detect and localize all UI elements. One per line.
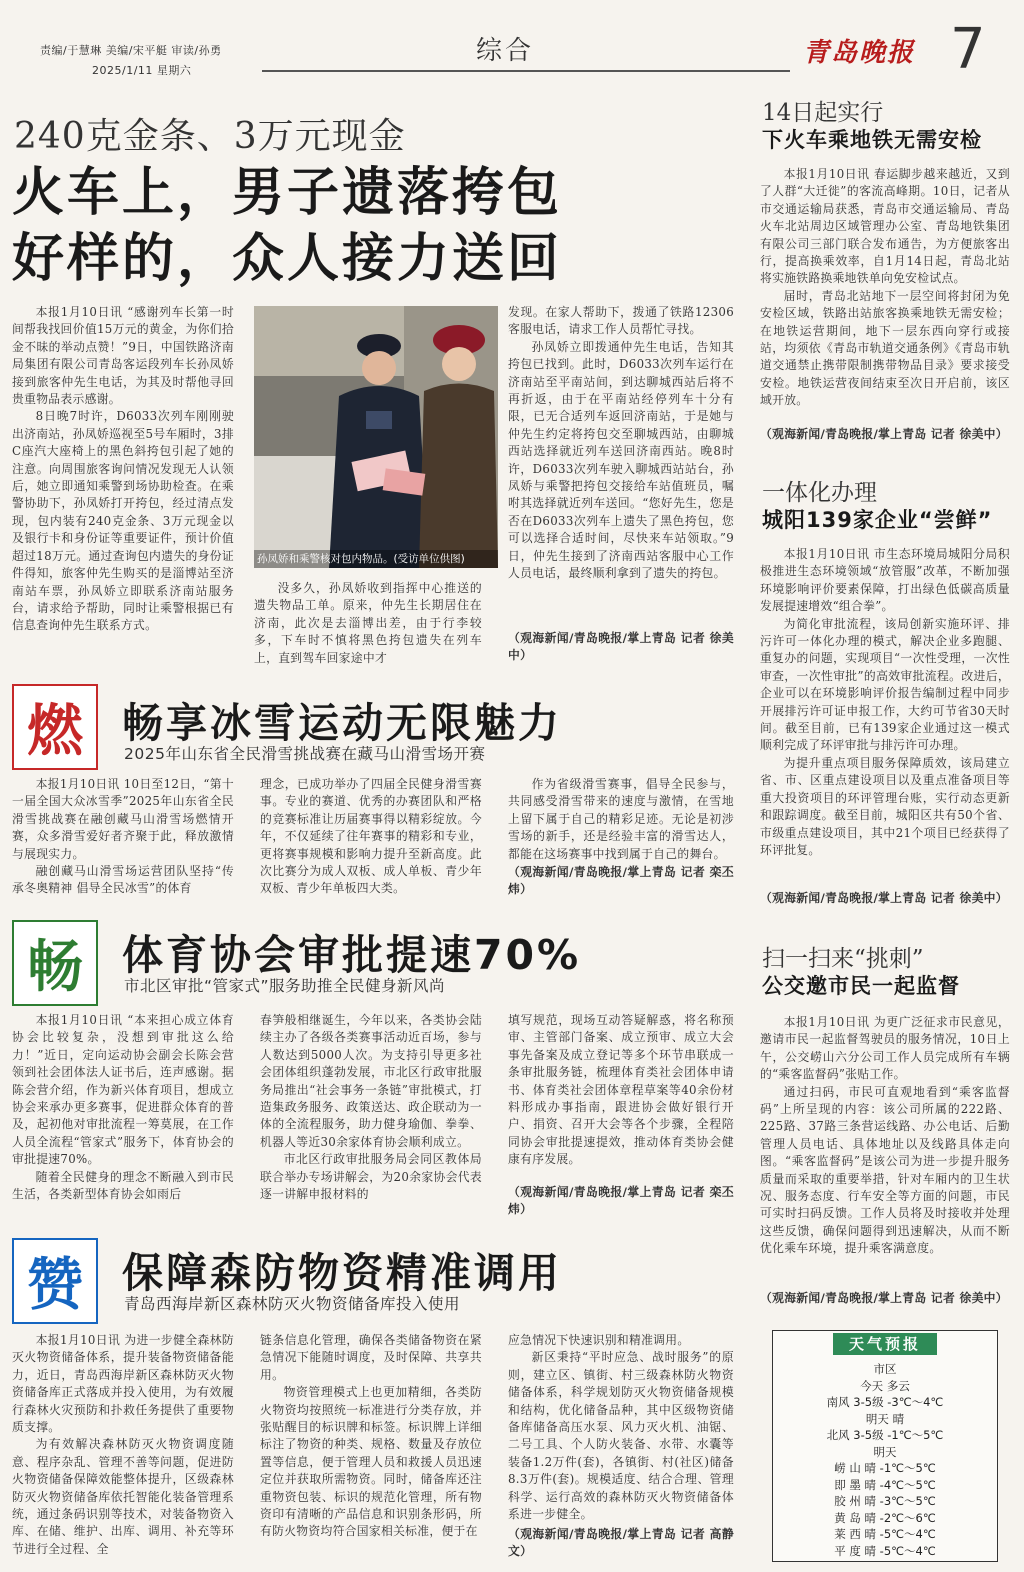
lead-paragraph: 孙凤娇立即拨通仲先生电话，告知其挎包已找到。此时，D6033次列车运行在济南站至平南站间，到达聊城西站后将不再折返，由于在平南站经停列车十分有限，已无合适列车返回济南站，于是她与仲先生约定将挎包交至聊城西站，由聊城西站选择就近列车送回济南西站。晚8时许，D6033次列车驶入聊城西站站台，孙凤娇与乘警把挎包交接给车站值班员，嘱咐其选择就近列车送回。“您好先生，您是否在D6033次列车上遗失了黑色挎包，您可以选择合适时间，尽快来车站领取。”9日，仲先生接到了济南西站客服中心工作人员电话，最终顺利拿到了遗失的挎包。 (508, 339, 734, 581)
newspaper-logo: 青岛晚报 (803, 38, 916, 68)
lead-paragraph: 发现。在家人帮助下，拨通了铁路12306客服电话，请求工作人员帮忙寻找。 (508, 305, 734, 337)
zan-column-2 (260, 1332, 482, 1564)
side1-paragraph: 届时，青岛北站地下一层空间将封闭为免安检区域，铁路出站旅客换乘地铁无需安检；在地铁运营期间，地下一层东西向穿行或接站，均须依《青岛市轨道交通条例》《青岛市轨道交通禁止携带限制携带物品目录》要求接受安检。地铁运营夜间结束至次日开启前，该区域开放。 (760, 288, 1010, 408)
lead-kicker: 240克金条、3万元现金 (14, 116, 406, 157)
weather-row: 崂 山 晴 -1℃～5℃ (834, 1461, 936, 1475)
side3-body (760, 1014, 1010, 1290)
chang-headline: 体育协会审批提速70% (122, 931, 582, 979)
lead-headline-1: 火车上，男子遗落挎包 (12, 163, 563, 223)
chang-paragraph: 本报1月10日讯 “本来担心成立体育协会比较复杂，没想到审批这么给力！”近日，定向运动协会副会长陈会营领到社会团体法人证书后，连声感谢。据陈会营介绍，作为新兴体育项目，想成立协会来承办更多赛事，促进群众体育的普及，起初他对审批流程一筹莫展，在工作人员全流程“管家式”服务下，体育协会的审批提速70%。 (12, 1013, 234, 1167)
zan-paragraph: 应急情况下快速识别和精准调用。 (508, 1333, 690, 1347)
side2-paragraph: 为简化审批流程，该局创新实施环评、排污许可一体化办理的模式，解决企业多跑腿、重复办的问题，实现项目“一次性受理，一次性审查，一次性审批”的高效审批流程。改进后，企业可以在环境影响评价报告编制过程中同步开展排污许可证申报工作，大约可节省30天时间。截至目前，已有139家企业通过这一模式顺利完成了环评审批与排污许可办理。 (760, 616, 1010, 753)
weather-row: 胶 州 晴 -3℃～5℃ (834, 1494, 936, 1508)
zan-column-3 (508, 1332, 734, 1524)
side1-paragraph: 本报1月10日讯 春运脚步越来越近，又到了人群“大迁徙”的客流高峰期。10日，记者从市交通运输局获悉，青岛市交通运输局、青岛火车北站周边区域管理办公室、青岛地铁集团有限公司三部门联合发布通告，为方便旅客出行，提高换乘效率，自1月14日起，青岛北站将实施铁路换乘地铁单向免安检试点。 (760, 167, 1010, 286)
zan-paragraph: 新区秉持“平时应急、战时服务”的原则，建立区、镇街、村三级森林防火物资储备体系，科学规划防灭火物资储备规模和结构，优化储备品种，其中区级物资储备库储备高压水泵、风力灭火机、油锯、二号工具、个人防火装备、水带、水囊等装备1.2万件(套)，各镇街、村(社区)储备8.3万件(套)。规模适度、结合合理、管理科学、运行高效的森林防灭火物资储备体系进一步健全。 (508, 1350, 734, 1522)
ran-column-3 (508, 776, 734, 862)
ran-headline: 畅享冰雪运动无限魅力 (122, 699, 562, 747)
stamp-ran: 燃 (12, 684, 98, 770)
lead-photo (254, 306, 498, 568)
weather-row: 平 度 晴 -5℃～4℃ (834, 1543, 936, 1558)
zan-paragraph: 为有效解决森林防灭火物资调度随意、程序杂乱、管理不善等问题，促进防火物资储备保障效能整体提升，区级森林防灭火物资储备库依托智能化装备管理系统，通过条码识别等技术，对装备物资入库、在储、维护、出库、调用、补充等环节进行全过程、全 (12, 1437, 234, 1556)
weather-row: 市区 (873, 1362, 897, 1376)
zan-source: （观海新闻/青岛晚报/掌上青岛 记者 高静文） (508, 1527, 734, 1559)
issue-date: 2025/1/11 星期六 (92, 64, 192, 77)
ran-subhead: 2025年山东省全民滑雪挑战赛在藏马山滑雪场开赛 (124, 745, 486, 763)
ran-column-2 (260, 776, 482, 900)
weather-row: 明天 (873, 1444, 897, 1459)
weather-title: 天气预报 (833, 1333, 937, 1355)
lead-paragraph: 本报1月10日讯 “感谢列车长第一时间帮我找回价值15万元的黄金，为你们拾金不昧的举动点赞！”9日，中国铁路济南局集团有限公司青岛客运段列车长孙凤娇接到旅客仲先生电话，为其及时帮他寻回贵重物品表示感谢。 (12, 305, 234, 407)
side3-paragraph: 本报1月10日讯 为更广泛征求市民意见，邀请市民一起监督驾驶员的服务情况，10日上午，公交崂山六分公司工作人员完成所有车辆的“乘客监督码”张贴工作。 (760, 1015, 1010, 1082)
weather-row: 黄 岛 晴 -2℃～6℃ (834, 1510, 936, 1525)
side2-source: （观海新闻/青岛晚报/掌上青岛 记者 徐美中） (760, 891, 1008, 905)
lead-headline-2: 好样的，众人接力送回 (12, 229, 563, 289)
section-name: 综合 (476, 36, 535, 66)
weather-row: 即 墨 晴 -4℃～5℃ (834, 1477, 936, 1492)
masthead-rule (262, 70, 790, 72)
chang-paragraph: 市北区行政审批服务局会同区教体局联合举办专场讲解会，为20余家协会代表逐一讲解申报材料的 (260, 1152, 482, 1202)
side3-kicker: 扫一扫来“挑刺” (762, 946, 924, 972)
ran-paragraph: 作为省级滑雪赛事，倡导全民参与，共同感受滑雪带来的速度与激情，在雪地上留下属于自己的精彩足迹。无论是初涉雪场的新手，还是经验丰富的滑雪达人，都能在这场赛事中找到属于自己的舞台。 (508, 777, 734, 861)
ran-paragraph: 理念，已成功举办了四届全民健身滑雪赛事。专业的赛道、优秀的办赛团队和严格的竞赛标准让历届赛事得以精彩绽放。今年，不仅延续了往年赛事的精彩和专业，更将赛事规模和影响力提升至新高度。此次比赛分为成人双板、成人单板、青少年双板、青少年单板四大类。 (260, 777, 482, 896)
ran-paragraph: 融创藏马山滑雪场运营团队坚持“传承冬奥精神 倡导全民冰雪”的体育 (12, 864, 234, 896)
side1-body (760, 166, 1010, 424)
chang-column-1 (12, 1012, 234, 1220)
weather-list (773, 1361, 997, 1559)
ran-source: （观海新闻/青岛晚报/掌上青岛 记者 栾丕炜） (508, 865, 734, 897)
ran-column-1 (12, 776, 234, 900)
lead-column-2 (254, 580, 482, 668)
stamp-zan: 赞 (12, 1238, 98, 1324)
chang-paragraph: 填写规范，现场互动答疑解惑，将名称预审、主管部门备案、成立预审、成立大会事先备案及成立登记等多个环节串联成一条审批服务链，梳理体育类社会团体申请书、体育类社会团体章程草案等40余份材料形成办事指南，跟进协会做好银行开户、捐资、召开大会等各个步骤，全程陪同协会审批提速提效，推动体育类协会健康有序发展。 (508, 1013, 734, 1167)
side2-headline: 城阳139家企业“尝鲜” (762, 508, 993, 532)
lead-source: （观海新闻/青岛晚报/掌上青岛 记者 徐美中） (508, 631, 734, 663)
weather-box (772, 1330, 998, 1562)
weather-row: 莱 西 晴 -5℃～4℃ (834, 1527, 936, 1541)
zan-paragraph: 物资管理模式上也更加精细，各类防火物资均按照统一标准进行分类存放，并张贴醒目的标识牌和标签。标识牌上详细标注了物资的种类、规格、数量及存放位置等信息，便于管理人员和救援人员迅速定位并获取所需物资。同时，储备库还注重物资包装、标识的规范化管理，所有物资印有清晰的产品信息和识别条形码，所有防火物资均符合国家相关标准，便于在 (260, 1385, 482, 1539)
lead-paragraph: 8日晚7时许，D6033次列车刚刚驶出济南站，孙凤娇巡视至5号车厢时，3排C座汽大座椅上的黑色斜挎包引起了她的注意。向周围旅客询问情况发现无人认领后，她立即通知乘警到场协助检查。在乘警协助下，孙凤娇打开挎包，经过清点发现，包内装有240克金条、3万元现金以及银行卡和身份证等重要证件，预计价值超过18万元。通过查询包内遗失的身份证件得知，旅客仲先生购买的是淄博站至济南站车票，孙凤娇立即联系济南站服务台，请求给予帮助，同时让乘警根据已有信息查询仲先生联系方式。 (12, 409, 234, 633)
chang-column-2 (260, 1012, 482, 1220)
lead-paragraph: 没多久，孙凤娇收到指挥中心推送的遗失物品工单。原来，仲先生长期居住在济南，此次是去淄博出差，由于行李较多，下车时不慎将黑色挎包遗失在列车上，直到驾车回家途中才 (254, 581, 482, 665)
zan-column-1 (12, 1332, 234, 1564)
side3-headline: 公交邀市民一起监督 (762, 974, 960, 998)
stamp-chang: 畅 (12, 920, 98, 1006)
side3-source: （观海新闻/青岛晚报/掌上青岛 记者 徐美中） (760, 1291, 1008, 1305)
weather-row: 北风 3-5级 -1℃～5℃ (826, 1428, 944, 1442)
ran-paragraph: 本报1月10日讯 10日至12日，“第十一届全国大众冰雪季”2025年山东省全民滑雪挑战赛在融创藏马山滑雪场燃情开赛，众多滑雪爱好者齐聚于此，释放激情与展现实力。 (12, 777, 234, 861)
zan-paragraph: 本报1月10日讯 为进一步健全森林防灭火物资储备体系，提升装备物资储备能力，近日，青岛西海岸新区森林防灭火物资储备库正式落成并投入使用，为有效履行森林火灾预防和扑救任务提供了重要物质支撑。 (12, 1333, 234, 1435)
side1-headline: 下火车乘地铁无需安检 (762, 128, 982, 152)
chang-source: （观海新闻/青岛晚报/掌上青岛 记者 栾丕炜） (508, 1185, 734, 1217)
lead-column-3 (508, 304, 734, 648)
side2-paragraph: 为提升重点项目服务保障质效，该局建立省、市、区重点建设项目以及重点准备项目等重大投资项目的环评管理台账，实行动态更新和跟踪调度。截至目前，城阳区共有50个省、市级重点建设项目，其中21个项目已经获得了环评批复。 (760, 755, 1010, 857)
chang-paragraph: 春笋般相继诞生，今年以来，各类协会陆续主办了各级各类赛事活动近百场，参与人数达到5000人次。为支持引导更多社会团体组织蓬勃发展，市北区行政审批服务局推出“社会事务一条链”审批模式，打造集政务服务、政策送达、政企联动为一体的全流程服务，助力健身瑜伽、拳拳、机器人等近30余家体育协会顺利成立。 (260, 1013, 482, 1149)
lead-column-1 (12, 304, 234, 666)
weather-row: 明天 晴 (865, 1411, 905, 1426)
chang-column-3 (508, 1012, 734, 1184)
side2-body (760, 546, 1010, 888)
side1-kicker: 14日起实行 (762, 100, 884, 126)
side3-paragraph: 通过扫码，市民可直观地看到“乘客监督码”上所呈现的内容：该公司所属的222路、225路、37路三条营运线路、办公电话、后勤管理人员电话、具体地址以及线路具体走向图。“乘客监督码”是该公司为进一步提升服务质量而采取的重要举措，针对车厢内的卫生状况、服务态度、行车安全等方面的问题，市民可实时扫码反馈。工作人员将及时接收并处理这些反馈，确保问题得到迅速解决，从而不断优化乘车环境，提升乘客满意度。 (760, 1084, 1010, 1256)
chang-subhead: 市北区审批“管家式”服务助推全民健身新风尚 (124, 977, 446, 995)
side1-source: （观海新闻/青岛晚报/掌上青岛 记者 徐美中） (760, 427, 1008, 441)
weather-row: 南风 3-5级 -3℃～4℃ (826, 1395, 944, 1409)
photo-caption: 孙凤娇和乘警核对包内物品。(受访单位供图) (254, 550, 498, 568)
side2-kicker: 一体化办理 (762, 480, 877, 506)
zan-headline: 保障森防物资精准调用 (122, 1249, 562, 1297)
zan-paragraph: 链条信息化管理，确保各类储备物资在紧急情况下能随时调度，及时保障、共享共用。 (260, 1333, 482, 1382)
side2-paragraph: 本报1月10日讯 市生态环境局城阳分局积极推进生态环境领域“放管服”改革，不断加强环境影响评价要素保障，打出绿色低碳高质量发展提速增效“组合拳”。 (760, 547, 1010, 614)
train-staff-photo (254, 306, 498, 568)
weather-row: 今天 多云 (860, 1378, 910, 1393)
credits-line: 责编/于慧琳 美编/宋平艇 审读/孙勇 (40, 44, 222, 57)
zan-subhead: 青岛西海岸新区森林防灭火物资储备库投入使用 (124, 1295, 461, 1313)
page-number: 7 (950, 17, 986, 82)
chang-paragraph: 随着全民健身的理念不断融入到市民生活，各类新型体育协会如雨后 (12, 1169, 234, 1202)
